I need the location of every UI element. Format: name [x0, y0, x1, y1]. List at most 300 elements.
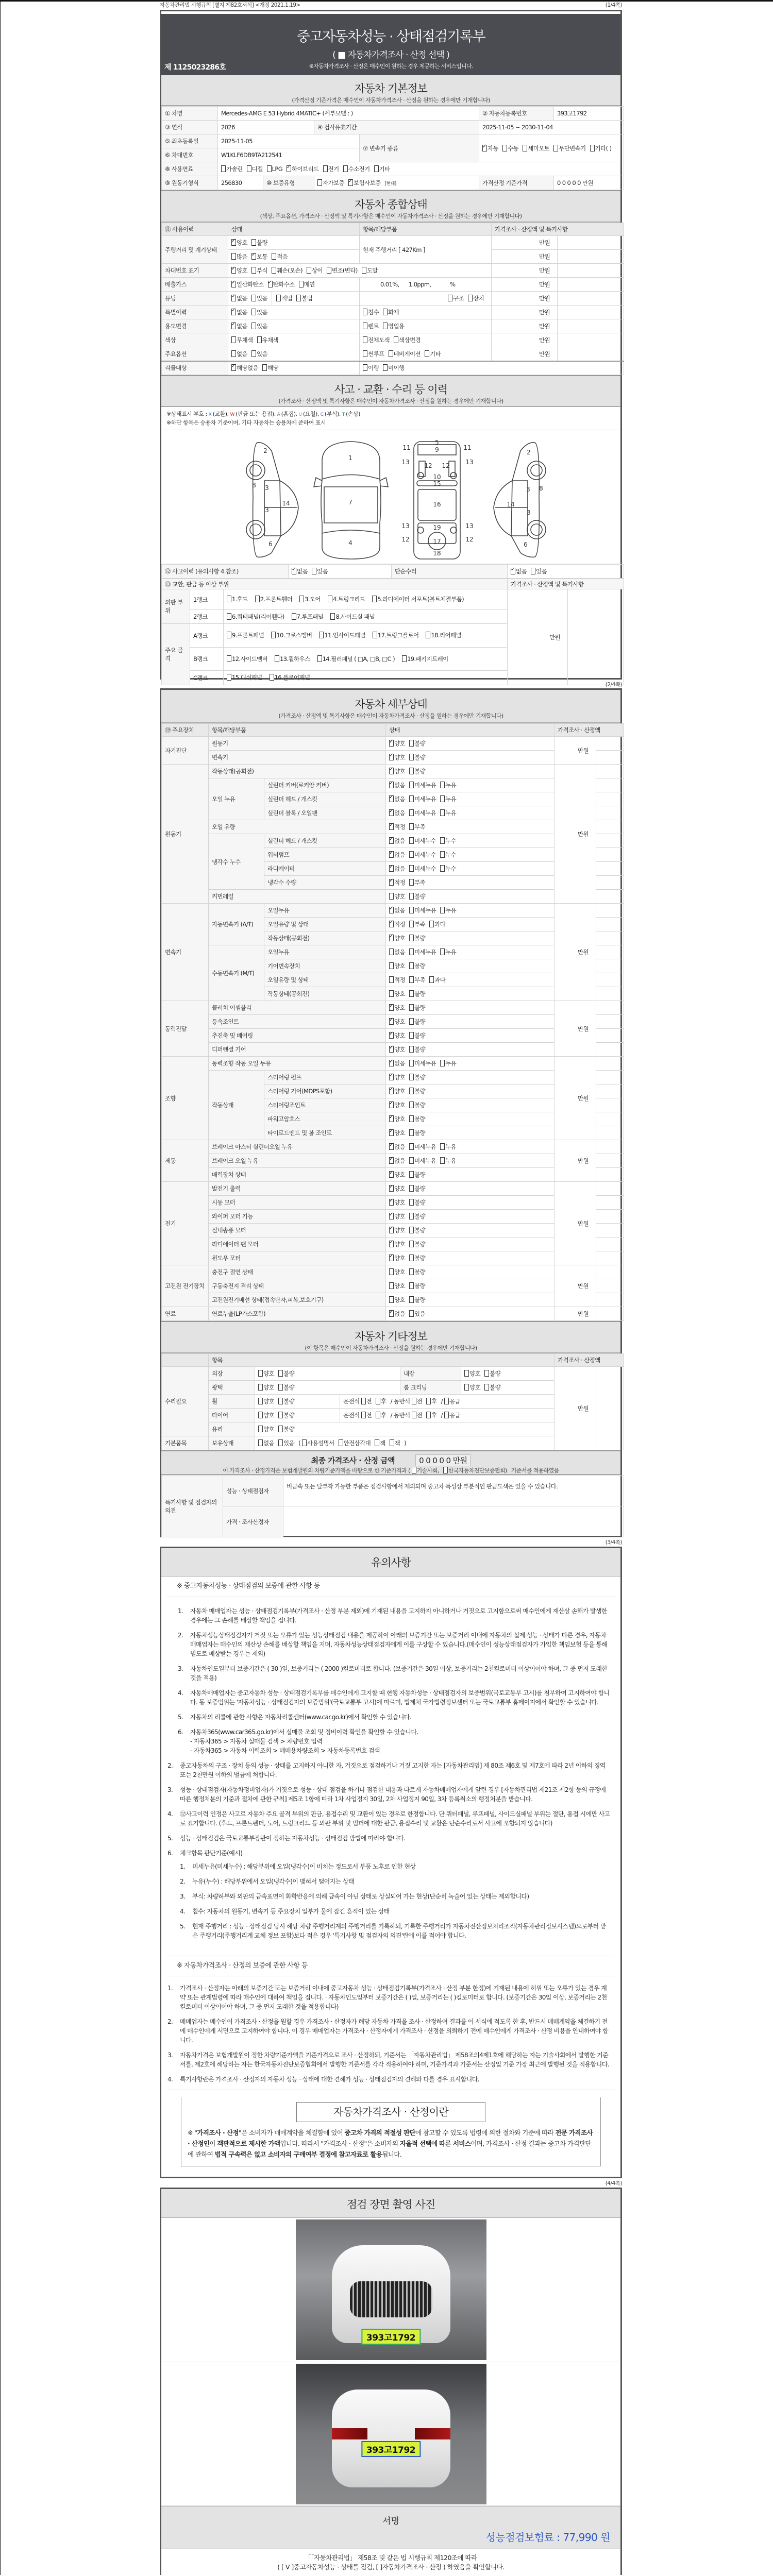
item-label: 고전원전기배선 상태(접속단자,피복,보호기구)	[209, 1293, 386, 1307]
checkbox[interactable]	[389, 1088, 394, 1094]
remark	[596, 834, 624, 848]
option-label: 유채색	[262, 336, 279, 344]
remark	[596, 1098, 624, 1112]
item-label: 등속조인트	[209, 1015, 386, 1029]
item-label: 디퍼렌셜 기어	[209, 1043, 386, 1057]
checkbox[interactable]	[328, 596, 332, 602]
checkbox[interactable]	[231, 309, 236, 315]
checkbox[interactable]	[307, 267, 311, 274]
option-label: 해당	[267, 364, 279, 372]
status-options	[386, 1015, 554, 1029]
option	[523, 145, 549, 152]
checkbox[interactable]	[361, 1412, 366, 1418]
checkbox[interactable]	[389, 809, 394, 816]
checkbox[interactable]	[251, 239, 256, 246]
option	[278, 1412, 294, 1419]
checkbox[interactable]	[412, 1412, 416, 1418]
checkbox[interactable]	[278, 1384, 283, 1391]
checkbox[interactable]	[271, 632, 276, 638]
checkbox[interactable]	[231, 253, 236, 260]
checkbox[interactable]	[523, 145, 527, 151]
legend-symbol: U	[298, 412, 303, 417]
checkbox[interactable]	[511, 568, 515, 574]
checkbox[interactable]	[272, 253, 276, 260]
checkbox[interactable]	[389, 754, 394, 760]
checkbox[interactable]	[464, 1370, 469, 1377]
checkbox[interactable]	[409, 754, 414, 760]
checkbox[interactable]	[484, 1370, 489, 1377]
checkbox[interactable]	[221, 165, 226, 172]
rear-photo[interactable]	[296, 2364, 486, 2504]
checkbox[interactable]	[231, 323, 236, 329]
checkbox[interactable]	[412, 1398, 416, 1404]
checkbox[interactable]	[440, 795, 445, 802]
checkbox[interactable]	[383, 364, 388, 371]
option-label: 있음	[414, 1310, 426, 1317]
sub-group: 자동변속기 (A/T)	[209, 904, 264, 945]
checkbox[interactable]	[409, 809, 414, 816]
checkbox[interactable]	[440, 865, 445, 872]
checkbox[interactable]	[258, 1370, 263, 1377]
title-banner	[161, 11, 620, 75]
checkbox[interactable]	[531, 568, 535, 574]
checkbox[interactable]	[389, 1101, 394, 1108]
checkbox[interactable]	[363, 364, 367, 371]
option	[389, 809, 405, 817]
checkbox[interactable]	[389, 851, 394, 858]
checkbox[interactable]	[440, 809, 445, 816]
checkbox[interactable]	[409, 948, 414, 955]
checkbox[interactable]	[440, 851, 445, 858]
price-unit: 만원	[492, 306, 558, 319]
checkbox[interactable]	[389, 1310, 394, 1317]
part-number-label: 3	[527, 509, 531, 516]
checkbox[interactable]	[409, 1032, 414, 1039]
status-options	[386, 1057, 554, 1071]
checkbox[interactable]	[296, 295, 301, 301]
checkbox[interactable]	[251, 295, 256, 301]
checkbox[interactable]	[231, 267, 236, 274]
checkbox[interactable]	[390, 1439, 394, 1446]
checkbox[interactable]	[258, 1398, 263, 1404]
checkbox[interactable]	[227, 613, 231, 620]
checkbox[interactable]	[409, 1171, 414, 1178]
option-label: 양호	[394, 1101, 406, 1109]
checkbox[interactable]	[278, 1412, 283, 1418]
price-header: 가격조사 · 산정액 및 특기사항	[508, 579, 624, 589]
checkbox[interactable]	[299, 281, 304, 287]
checkbox[interactable]	[227, 596, 231, 602]
checkbox[interactable]	[389, 879, 394, 886]
checkbox[interactable]	[440, 1143, 445, 1150]
checkbox[interactable]	[389, 1199, 394, 1206]
option-label: 있음	[257, 350, 268, 358]
option-label: 없음	[516, 568, 527, 575]
checkbox[interactable]	[258, 1426, 263, 1432]
checkbox[interactable]	[409, 921, 414, 927]
checkbox[interactable]	[409, 976, 414, 983]
checkbox[interactable]	[227, 674, 231, 681]
checkbox[interactable]	[268, 281, 273, 287]
checkbox[interactable]	[231, 239, 236, 246]
checkbox[interactable]	[440, 1157, 445, 1164]
checkbox[interactable]	[409, 1074, 414, 1080]
checkbox[interactable]	[361, 1398, 366, 1404]
option-label: 누유	[445, 1143, 457, 1150]
checkbox[interactable]	[409, 1157, 414, 1164]
checkbox[interactable]	[389, 1171, 394, 1178]
checkbox[interactable]	[302, 1439, 307, 1446]
main-option-items	[360, 347, 492, 361]
checkbox[interactable]	[389, 782, 394, 788]
col-header: 항목/해당부품	[209, 724, 386, 737]
remark	[596, 1029, 624, 1043]
checkbox[interactable]	[383, 309, 388, 315]
checkbox[interactable]	[440, 1060, 445, 1066]
checkbox[interactable]	[227, 632, 231, 638]
checkbox[interactable]	[312, 568, 316, 574]
checkbox[interactable]	[276, 295, 281, 301]
checkbox[interactable]	[482, 145, 487, 151]
checkbox[interactable]	[412, 1467, 416, 1473]
option-label: 없음	[394, 948, 406, 956]
checkbox[interactable]	[389, 976, 394, 983]
checkbox[interactable]	[409, 1143, 414, 1150]
checkbox[interactable]	[444, 1398, 449, 1404]
checkbox[interactable]	[409, 1018, 414, 1025]
checkbox[interactable]	[327, 267, 331, 274]
checkbox[interactable]	[553, 145, 558, 151]
checkbox[interactable]	[255, 596, 260, 602]
option	[231, 364, 258, 371]
checkbox[interactable]	[389, 1074, 394, 1080]
option	[484, 1384, 500, 1391]
checkbox[interactable]	[409, 1310, 414, 1317]
checkbox[interactable]	[372, 596, 377, 602]
label: ⑥ 차대번호	[162, 148, 218, 162]
checkbox[interactable]	[383, 323, 388, 329]
checkbox[interactable]	[409, 1213, 414, 1219]
option-label: 양호	[394, 1241, 406, 1248]
checkbox[interactable]	[389, 837, 394, 844]
option-label: 매연	[304, 281, 315, 288]
checkbox[interactable]	[272, 267, 276, 274]
checkbox[interactable]	[389, 893, 394, 900]
checkbox[interactable]	[409, 768, 414, 774]
checkbox[interactable]	[287, 165, 291, 172]
option	[231, 309, 247, 316]
checkbox[interactable]	[402, 655, 407, 662]
checkbox[interactable]	[339, 1439, 343, 1446]
price-unit: 만원	[492, 264, 558, 278]
checkbox[interactable]	[389, 1115, 394, 1122]
checkbox[interactable]	[502, 145, 507, 151]
checkbox[interactable]	[270, 674, 274, 681]
text: 체크항목 판단기준(예시)	[180, 1850, 243, 1857]
checkbox[interactable]	[317, 179, 322, 186]
item-label: 변속기	[209, 751, 386, 765]
checkbox[interactable]	[409, 823, 414, 830]
checkbox[interactable]	[389, 962, 394, 969]
checkbox[interactable]	[319, 632, 324, 638]
checkbox[interactable]	[409, 962, 414, 969]
checkbox[interactable]	[389, 1255, 394, 1261]
checkbox[interactable]	[373, 632, 377, 638]
checkbox[interactable]	[590, 145, 595, 151]
checkbox[interactable]	[389, 795, 394, 802]
option-label: 불량	[414, 1241, 426, 1248]
text: 자동차가격은 보험개발원이 정한 차량기준가액을 기준가격으로 조사 · 산정하되, 기준서는 「자동차관리법」 제58조의4제1호에 해당하는 자는 기술사회에서 발행한 기준서를, 제2호에 해당하는 자는 한국자동차진단보증협회에서 발행한 기준서를 각각 적용하여야 하며, 기준가격과 기준서는 산정일 기준 가장 최근에 발행된 것을 적용합니다.	[180, 2052, 609, 2068]
checkbox[interactable]	[409, 837, 414, 844]
item-number: 1.	[180, 1863, 186, 1870]
checkbox[interactable]	[258, 1439, 263, 1446]
checkbox[interactable]	[389, 1213, 394, 1219]
option-label: 잭	[380, 1439, 385, 1447]
part-number-label: 12	[424, 462, 432, 469]
option-label: 불량	[414, 1282, 426, 1290]
checkbox[interactable]	[409, 795, 414, 802]
checkbox[interactable]	[409, 1115, 414, 1122]
checkbox[interactable]	[389, 350, 393, 357]
checkbox[interactable]	[251, 323, 256, 329]
checkbox[interactable]	[448, 295, 452, 301]
checkbox[interactable]	[440, 907, 445, 913]
checkbox[interactable]	[275, 655, 279, 662]
checkbox[interactable]	[389, 1143, 394, 1150]
item-text	[190, 1713, 411, 1722]
checkbox[interactable]	[363, 323, 367, 329]
final-price-note	[161, 1466, 620, 1475]
checkbox[interactable]	[409, 893, 414, 900]
checkbox[interactable]	[429, 921, 434, 927]
option	[511, 568, 527, 575]
checkbox[interactable]	[389, 907, 394, 913]
checkbox[interactable]	[292, 613, 296, 620]
option-label: 미세누유	[414, 809, 436, 817]
checkbox[interactable]	[258, 1384, 263, 1391]
checkbox[interactable]	[389, 1282, 394, 1289]
remark	[596, 1224, 624, 1238]
checkbox[interactable]	[389, 1129, 394, 1136]
checkbox[interactable]	[426, 1412, 431, 1418]
checkbox[interactable]	[409, 1004, 414, 1011]
part-number-label: 12	[442, 462, 450, 469]
checkbox[interactable]	[409, 1296, 414, 1303]
checkbox[interactable]	[278, 1370, 283, 1377]
checkbox[interactable]	[389, 1227, 394, 1233]
checkbox[interactable]	[348, 179, 353, 186]
checkbox[interactable]	[409, 1185, 414, 1192]
checkbox[interactable]	[468, 295, 473, 301]
checkbox[interactable]	[251, 309, 256, 315]
row-label: 룸 크리닝	[400, 1381, 461, 1395]
checkbox[interactable]	[363, 336, 367, 343]
option	[426, 1398, 437, 1405]
checkbox[interactable]	[389, 921, 394, 927]
col-header: 항목	[209, 1354, 554, 1367]
checkbox[interactable]	[426, 632, 430, 638]
checkbox[interactable]	[409, 782, 414, 788]
checkbox[interactable]	[409, 935, 414, 941]
checkbox[interactable]	[363, 309, 367, 315]
checkbox[interactable]	[409, 879, 414, 886]
status-options	[386, 792, 554, 806]
checkbox[interactable]	[278, 1398, 283, 1404]
option-label: 세미오토	[528, 144, 550, 152]
checkbox[interactable]	[389, 865, 394, 872]
checkbox[interactable]	[389, 1032, 394, 1039]
checkbox[interactable]	[440, 837, 445, 844]
front-photo[interactable]	[296, 2219, 486, 2360]
checkbox[interactable]	[409, 1255, 414, 1261]
checkbox[interactable]	[343, 165, 348, 172]
sub-item	[180, 1862, 611, 1871]
option	[389, 1101, 405, 1109]
item-label: 스티어링조인트	[264, 1098, 386, 1112]
checkbox[interactable]	[389, 1060, 394, 1066]
checkbox[interactable]	[409, 1268, 414, 1275]
car-diagram	[161, 430, 620, 564]
option-label: 훼손(오손)	[277, 267, 303, 274]
checkbox[interactable]	[389, 1296, 394, 1303]
recall-options	[228, 361, 360, 375]
checkbox[interactable]	[362, 267, 366, 274]
option	[227, 674, 262, 681]
checkbox[interactable]	[247, 165, 251, 172]
checkbox[interactable]	[389, 740, 394, 747]
checkbox[interactable]	[440, 782, 445, 788]
checkbox[interactable]	[258, 1412, 263, 1418]
checkbox[interactable]	[231, 295, 236, 301]
checkbox[interactable]	[323, 165, 328, 172]
checkbox[interactable]	[429, 976, 434, 983]
checkbox[interactable]	[443, 1467, 448, 1473]
checkbox[interactable]	[409, 740, 414, 747]
checkbox[interactable]	[363, 350, 367, 357]
checkbox[interactable]	[231, 350, 236, 357]
checkbox[interactable]	[409, 1282, 414, 1289]
checkbox[interactable]	[394, 336, 398, 343]
remark	[596, 1265, 624, 1279]
option	[389, 1171, 405, 1178]
option	[363, 336, 390, 344]
checkbox[interactable]	[389, 1241, 394, 1247]
checkbox[interactable]	[389, 1046, 394, 1053]
checkbox[interactable]	[440, 948, 445, 955]
checkbox[interactable]	[292, 568, 296, 574]
checkbox[interactable]	[231, 364, 236, 371]
checkbox[interactable]	[375, 1439, 379, 1446]
checkbox[interactable]	[227, 655, 231, 662]
option-label: 불량	[414, 1185, 426, 1192]
status-options	[386, 1084, 554, 1098]
remark	[596, 1168, 624, 1182]
checkbox[interactable]	[376, 1412, 380, 1418]
checkbox[interactable]	[389, 1268, 394, 1275]
checkbox[interactable]	[389, 823, 394, 830]
checkbox[interactable]	[409, 1101, 414, 1108]
text: 이	[209, 2140, 217, 2147]
checkbox[interactable]	[409, 990, 414, 997]
option	[389, 879, 405, 886]
checkbox[interactable]	[257, 336, 262, 343]
checkbox[interactable]	[409, 1241, 414, 1247]
checkbox[interactable]	[389, 768, 394, 774]
option	[389, 350, 421, 358]
sub-item	[180, 1922, 611, 1940]
checkbox[interactable]	[374, 165, 379, 172]
checkbox[interactable]	[484, 1384, 489, 1391]
checkbox[interactable]	[262, 364, 267, 371]
option-label: 누수	[445, 837, 457, 844]
mileage-level	[228, 250, 360, 264]
checkbox[interactable]	[444, 1412, 449, 1418]
status-options	[386, 987, 554, 1001]
checkbox[interactable]	[389, 1157, 394, 1164]
checkbox[interactable]	[389, 1185, 394, 1192]
checkbox[interactable]	[426, 1398, 431, 1404]
checkbox[interactable]	[267, 165, 272, 172]
checkbox[interactable]	[231, 336, 236, 343]
etc-table	[161, 1353, 624, 1450]
checkbox[interactable]	[317, 655, 322, 662]
checkbox[interactable]	[330, 613, 335, 620]
checkbox[interactable]	[409, 907, 414, 913]
checkbox[interactable]	[251, 253, 256, 260]
checkbox[interactable]	[299, 596, 304, 602]
checkbox[interactable]	[409, 851, 414, 858]
item-number: 6.	[167, 1850, 173, 1857]
checkbox[interactable]	[409, 1227, 414, 1233]
checkbox[interactable]	[389, 990, 394, 997]
text: 됩니다.	[382, 2150, 402, 2158]
vin: W1KLF6DB9TA212541	[218, 148, 360, 162]
option-label: 썬루프	[368, 350, 384, 358]
option-label: 미세누유	[414, 948, 436, 956]
option	[389, 1227, 405, 1234]
col-header: ⑲ 주요장치	[162, 724, 209, 737]
option-label: 9.프론트패널	[232, 632, 264, 639]
checkbox[interactable]	[409, 1060, 414, 1066]
option	[429, 976, 445, 984]
option	[389, 948, 405, 956]
checkbox[interactable]	[376, 1398, 380, 1404]
checkbox[interactable]	[389, 1018, 394, 1025]
checkbox[interactable]	[231, 281, 236, 287]
checkbox[interactable]	[464, 1384, 469, 1391]
checkbox[interactable]	[425, 350, 429, 357]
checkbox[interactable]	[278, 1426, 283, 1432]
checkbox[interactable]	[389, 935, 394, 941]
option	[389, 1129, 405, 1137]
checkbox[interactable]	[409, 1129, 414, 1136]
checkbox[interactable]	[389, 1004, 394, 1011]
checkbox[interactable]	[251, 267, 256, 274]
option	[389, 837, 405, 844]
checkbox[interactable]	[409, 1199, 414, 1206]
item-text	[192, 1862, 415, 1871]
checkbox[interactable]	[278, 1439, 283, 1446]
checkbox[interactable]	[409, 1046, 414, 1053]
checkbox[interactable]	[409, 865, 414, 872]
option	[389, 823, 405, 831]
option	[409, 1060, 436, 1067]
checkbox[interactable]	[409, 1088, 414, 1094]
checkbox[interactable]	[251, 350, 256, 357]
option-label: 없음	[297, 568, 308, 575]
option-label: 양호	[394, 1296, 406, 1303]
checkbox[interactable]	[389, 948, 394, 955]
